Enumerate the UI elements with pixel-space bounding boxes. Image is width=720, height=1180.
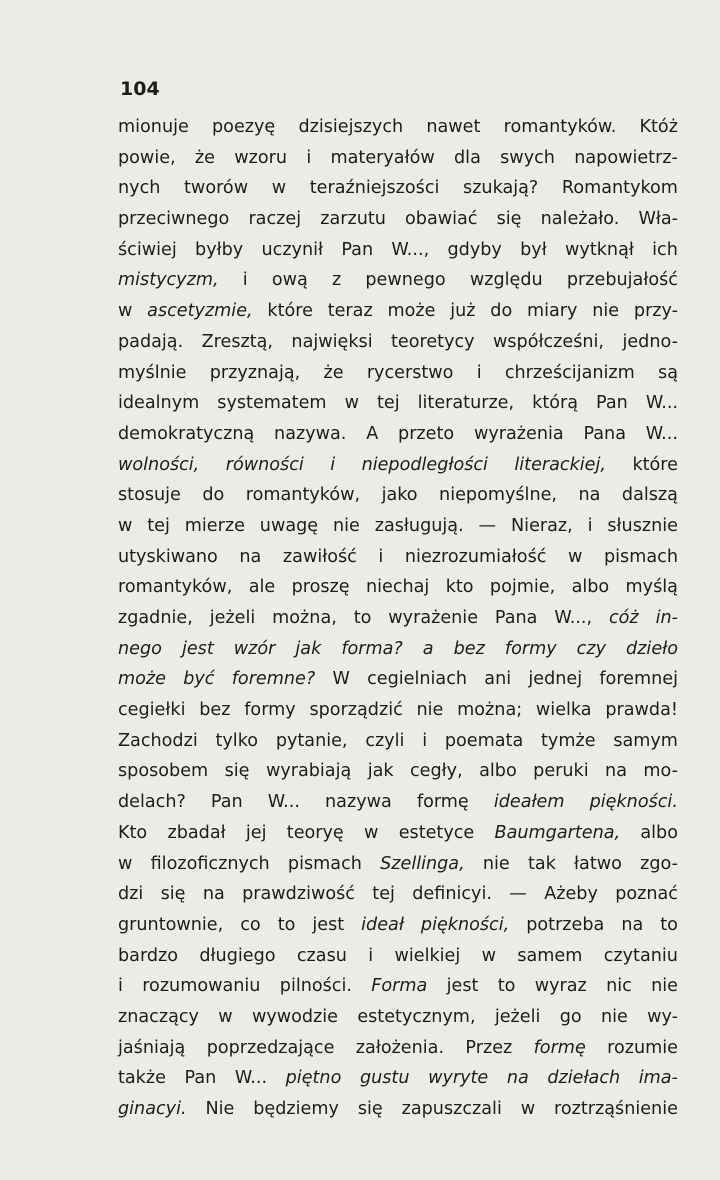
word: pilności.: [279, 976, 352, 997]
word: czasu: [296, 945, 347, 966]
word: którą: [532, 393, 579, 414]
word: tej: [372, 884, 395, 905]
word: W...,: [391, 239, 430, 260]
word: dziełach: [547, 1068, 621, 1089]
word: to: [277, 914, 296, 935]
word: zbadał: [167, 822, 226, 843]
word: gdyby: [447, 239, 502, 260]
word: nie: [482, 853, 510, 874]
word: poezyę: [212, 117, 276, 137]
word: delach?: [118, 792, 186, 813]
word: założenia.: [355, 1037, 445, 1058]
text-line: [118, 358, 678, 389]
word: i: [476, 362, 482, 383]
word: romantyków,: [245, 485, 361, 506]
word: wzoru: [234, 147, 288, 168]
word: i: [306, 147, 312, 168]
word: Kto: [118, 822, 148, 843]
word: —: [509, 884, 527, 905]
word: słusznie: [607, 515, 678, 536]
word: estetycznym,: [357, 1006, 476, 1027]
text-line: [118, 1063, 678, 1094]
word: cóż: [609, 608, 639, 628]
word: są: [658, 362, 678, 383]
word: nawet: [426, 117, 481, 137]
word: wyrażenie: [388, 608, 479, 628]
word: że: [323, 362, 344, 383]
word: tworów: [184, 178, 249, 199]
word: wyraz: [534, 976, 587, 997]
word: to: [497, 976, 516, 997]
word: nic: [606, 976, 632, 997]
word: nie: [416, 700, 444, 721]
word: niepomyślne,: [439, 485, 558, 506]
word: w: [271, 178, 287, 199]
word: jako: [381, 485, 418, 506]
word: demokratyczną: [118, 423, 255, 444]
text-line: [118, 726, 678, 757]
word: tej: [377, 393, 400, 414]
word: cegły,: [410, 761, 463, 782]
word: to: [353, 608, 372, 628]
word: materyałów: [330, 147, 435, 168]
word: w: [481, 945, 496, 966]
word: go: [559, 1006, 582, 1027]
text-line: [118, 143, 678, 174]
word: rycerstwo: [366, 362, 454, 383]
word: dzi: [118, 884, 144, 905]
word: rozumowaniu: [142, 976, 261, 997]
word: które: [267, 301, 313, 322]
word: do: [490, 301, 513, 322]
text-line: [118, 1002, 678, 1033]
word: przebujałość: [566, 270, 678, 291]
text-line: [118, 327, 678, 358]
word: ich: [652, 239, 678, 260]
word: mo-: [643, 761, 678, 782]
word: nazywa: [325, 792, 392, 813]
word: i: [368, 945, 374, 966]
word: które: [632, 454, 678, 475]
text-line: [118, 173, 678, 204]
word: ale: [248, 577, 276, 598]
word: formę: [533, 1037, 586, 1058]
word: W...: [645, 423, 678, 444]
word: się: [496, 209, 522, 230]
word: na: [506, 1068, 529, 1089]
word: zgadnie,: [118, 608, 193, 628]
word: Romantykom: [561, 178, 678, 199]
text-line: [118, 388, 678, 419]
word: jest: [312, 914, 345, 935]
word: dalszą: [621, 485, 678, 506]
word: samem: [517, 945, 583, 966]
word: foremnej: [599, 669, 678, 690]
word: teraźniejszości: [309, 178, 440, 199]
word: W...,: [554, 608, 593, 628]
word: utyskiwano: [118, 546, 218, 567]
text-line: [118, 664, 678, 695]
word: szukają?: [463, 178, 539, 199]
word: Pana: [494, 608, 538, 628]
word: a: [422, 638, 434, 659]
word: W: [332, 669, 350, 690]
word: tej: [147, 515, 170, 536]
word: ideałem: [493, 792, 565, 813]
word: poznać: [615, 884, 678, 905]
word: tak: [527, 853, 556, 874]
word: chrześcijanizm: [504, 362, 635, 383]
word: foremne?: [231, 669, 316, 690]
word: najwięksi: [291, 331, 373, 352]
word: ima-: [638, 1068, 678, 1089]
word: i: [330, 454, 336, 475]
word: na: [239, 546, 262, 567]
word: znaczący: [118, 1006, 199, 1027]
text-line: [118, 511, 678, 542]
word: cegiełki: [118, 700, 186, 721]
text-line: [118, 849, 678, 880]
word: czyli: [365, 730, 405, 751]
word: co: [240, 914, 261, 935]
word: niechaj: [365, 577, 430, 598]
word: przy-: [633, 301, 678, 322]
word: względu: [469, 270, 543, 291]
word: W...: [234, 1068, 268, 1089]
word: nie: [333, 515, 360, 536]
text-line: [118, 971, 678, 1002]
word: czytaniu: [603, 945, 678, 966]
word: wyrabiają: [265, 761, 352, 782]
word: Zachodzi: [118, 730, 198, 751]
word: bez: [453, 638, 485, 659]
word: ani: [484, 669, 512, 690]
word: W...: [645, 393, 678, 414]
word: padają.: [118, 331, 184, 352]
word: w: [118, 515, 133, 536]
word: niezrozumiałość: [404, 546, 547, 567]
word: gruntownie,: [118, 914, 224, 935]
word: ową: [271, 270, 308, 291]
word: raczej: [248, 209, 302, 230]
word: estetyce: [398, 822, 475, 843]
word: jeżeli: [209, 608, 256, 628]
word: może: [118, 669, 166, 690]
word: niepodległości: [361, 454, 488, 475]
word: przeto: [398, 423, 455, 444]
word: uwagę: [259, 515, 319, 536]
word: tymże: [541, 730, 596, 751]
text-line: [118, 941, 678, 972]
word: piękności,: [420, 914, 510, 935]
word: literaturze,: [417, 393, 515, 414]
word: Szellinga,: [380, 853, 465, 874]
word: Wła-: [638, 209, 678, 230]
word: systematem: [217, 393, 327, 414]
word: na: [605, 761, 627, 782]
word: formy: [244, 700, 296, 721]
word: należało.: [540, 209, 620, 230]
word: dzisiejszych: [298, 117, 404, 137]
word: literackiej,: [514, 454, 606, 475]
word: pismach: [287, 853, 362, 874]
word: czy: [576, 638, 606, 659]
word: wywodzie: [251, 1006, 339, 1027]
word: pewnego: [365, 270, 446, 291]
word: samym: [613, 730, 678, 751]
word: A: [366, 423, 379, 444]
word: myślnie: [118, 362, 187, 383]
word: filozoficznych: [150, 853, 270, 874]
word: w: [364, 822, 379, 843]
word: można;: [457, 700, 523, 721]
word: nie: [600, 1006, 628, 1027]
text-line: [118, 450, 678, 481]
word: łatwo: [574, 853, 622, 874]
word: mierze: [184, 515, 245, 536]
text-line: [118, 634, 678, 665]
word: tylko: [215, 730, 259, 751]
word: piętno: [285, 1068, 342, 1089]
word: bez: [199, 700, 231, 721]
word: z: [331, 270, 342, 291]
word: peruki: [533, 761, 589, 782]
word: Ażeby: [544, 884, 598, 905]
word: się: [160, 884, 186, 905]
text-line: [118, 204, 678, 235]
word: powie,: [118, 147, 176, 168]
word: wyryte: [428, 1068, 489, 1089]
word: Pan: [184, 1068, 217, 1089]
word: mionuje: [118, 117, 189, 137]
text-line: [118, 480, 678, 511]
word: zapuszczali: [401, 1099, 502, 1119]
word: jest: [181, 638, 214, 659]
word: w: [118, 301, 133, 322]
word: i: [422, 730, 428, 751]
word: jak: [367, 761, 394, 782]
word: wytknął: [565, 239, 634, 260]
word: i: [242, 270, 248, 291]
word: Pan: [341, 239, 374, 260]
word: teraz: [327, 301, 373, 322]
word: forma?: [341, 638, 403, 659]
word: wielka: [535, 700, 592, 721]
word: nazywa.: [274, 423, 347, 444]
word: nych: [118, 178, 161, 199]
word: cegielniach: [367, 669, 468, 690]
word: gustu: [359, 1068, 410, 1089]
word: —: [478, 515, 497, 536]
word: zgo-: [640, 853, 678, 874]
word: stosuje: [118, 485, 181, 506]
word: romantyków,: [118, 577, 233, 598]
word: Zresztą,: [201, 331, 273, 352]
word: można,: [272, 608, 337, 628]
word: już: [450, 301, 476, 322]
word: przyznają,: [209, 362, 301, 383]
word: formy: [504, 638, 557, 659]
word: potrzeba: [526, 914, 605, 935]
word: długiego: [199, 945, 276, 966]
word: do: [202, 485, 225, 506]
word: jednej: [528, 669, 583, 690]
word: uczynił: [261, 239, 324, 260]
word: to: [660, 914, 678, 935]
word: byłby: [195, 239, 244, 260]
word: wy-: [647, 1006, 678, 1027]
word: albo: [640, 822, 678, 843]
word: w: [520, 1099, 536, 1119]
word: zasługują.: [374, 515, 464, 536]
page-number: 104: [120, 78, 160, 100]
word: w: [344, 393, 359, 414]
word: sposobem: [118, 761, 209, 782]
word: przeciwnego: [118, 209, 230, 230]
text-line: [118, 756, 678, 787]
word: będziemy: [253, 1099, 339, 1119]
word: i: [118, 976, 123, 997]
word: Przez: [465, 1037, 513, 1058]
word: jest: [446, 976, 479, 997]
word: napowietrz-: [574, 147, 678, 168]
word: równości: [225, 454, 304, 475]
word: jedno-: [622, 331, 678, 352]
text-line: [118, 112, 678, 143]
text-line: [118, 296, 678, 327]
text-line: [118, 419, 678, 450]
word: wzór: [233, 638, 276, 659]
word: wolności,: [118, 454, 200, 475]
word: obawiać: [405, 209, 478, 230]
text-line: [118, 1033, 678, 1064]
word: zawiłość: [282, 546, 357, 567]
word: w: [568, 546, 583, 567]
word: także: [118, 1068, 166, 1089]
text-line: [118, 879, 678, 910]
word: dzieło: [626, 638, 678, 659]
text-line: [118, 603, 678, 634]
word: prawda!: [605, 700, 678, 721]
text-line: [118, 572, 678, 603]
word: ściwiej: [118, 239, 177, 260]
word: był: [520, 239, 547, 260]
word: że: [194, 147, 215, 168]
word: się: [224, 761, 250, 782]
word: W...: [267, 792, 300, 813]
word: Forma: [371, 976, 428, 997]
word: i: [378, 546, 384, 567]
word: wielkiej: [394, 945, 461, 966]
word: poprzedzające: [206, 1037, 335, 1058]
text-line: [118, 1094, 678, 1125]
word: nie: [651, 976, 678, 997]
word: dla: [454, 147, 481, 168]
text-line: [118, 695, 678, 726]
word: romantyków.: [503, 117, 617, 137]
word: jeżeli: [494, 1006, 541, 1027]
word: teoryę: [286, 822, 344, 843]
word: ginacyi.: [118, 1099, 187, 1119]
word: nie: [592, 301, 620, 322]
word: idealnym: [118, 393, 200, 414]
text-line: [118, 910, 678, 941]
word: albo: [571, 577, 610, 598]
word: być: [183, 669, 215, 690]
word: kto: [445, 577, 474, 598]
word: myślą: [625, 577, 678, 598]
word: współcześni,: [493, 331, 605, 352]
word: zarzutu: [320, 209, 386, 230]
text-line: [118, 542, 678, 573]
word: Pan: [210, 792, 243, 813]
word: ascetyzmie,: [147, 301, 253, 322]
word: teoretycy: [391, 331, 475, 352]
word: mistycyzm,: [118, 270, 219, 291]
word: na: [578, 485, 601, 506]
word: bardzo: [118, 945, 179, 966]
word: może: [387, 301, 436, 322]
word: na: [202, 884, 225, 905]
text-line: [118, 787, 678, 818]
word: poemata: [444, 730, 524, 751]
word: piękności.: [589, 792, 678, 813]
word: ideał: [361, 914, 404, 935]
word: sporządzić: [309, 700, 403, 721]
word: Któż: [639, 117, 678, 137]
word: w: [118, 853, 133, 874]
word: i: [587, 515, 593, 536]
word: pojmie,: [489, 577, 556, 598]
word: jej: [245, 822, 267, 843]
word: wyrażenia: [473, 423, 564, 444]
word: in-: [655, 608, 678, 628]
word: pismach: [604, 546, 678, 567]
text-line: [118, 818, 678, 849]
text-line: [118, 235, 678, 266]
word: się: [357, 1099, 383, 1119]
word: roztrząśnienie: [554, 1099, 678, 1119]
word: miary: [527, 301, 578, 322]
word: proszę: [291, 577, 350, 598]
word: Nieraz,: [511, 515, 573, 536]
word: albo: [479, 761, 517, 782]
page-text: [118, 112, 678, 1125]
word: definicyi.: [412, 884, 492, 905]
word: Nie: [205, 1099, 235, 1119]
word: Baumgartena,: [494, 822, 621, 843]
word: jaśniają: [118, 1037, 186, 1058]
word: na: [621, 914, 644, 935]
word: swych: [500, 147, 555, 168]
word: w: [218, 1006, 233, 1027]
word: rozumie: [607, 1037, 678, 1058]
word: Pan: [596, 393, 628, 414]
word: formę: [416, 792, 469, 813]
word: nego: [118, 638, 162, 659]
text-line: [118, 265, 678, 296]
word: pytanie,: [275, 730, 348, 751]
word: prawdziwość: [242, 884, 355, 905]
word: Pana: [583, 423, 626, 444]
word: jak: [295, 638, 322, 659]
